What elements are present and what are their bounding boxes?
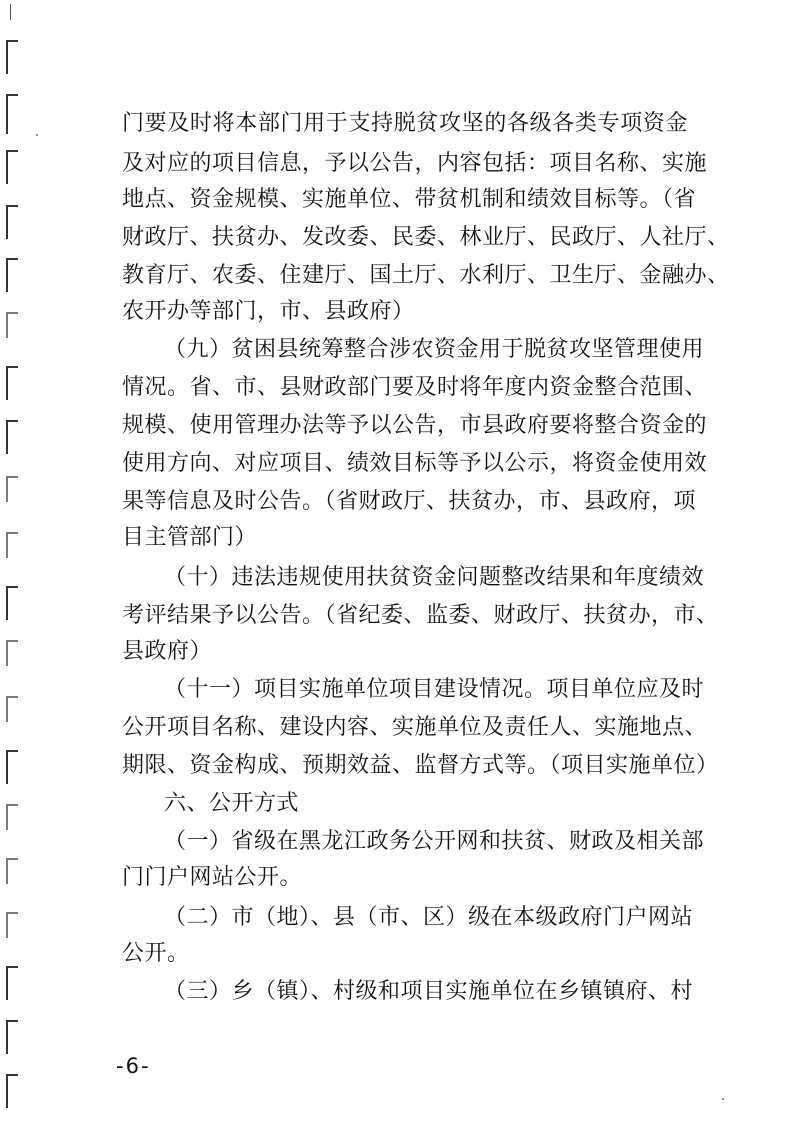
text-line: 农开办等部门，市、县政府）: [122, 299, 415, 324]
text-line: 公开。: [122, 941, 190, 966]
binding-mark: [6, 640, 18, 666]
text-line: 使用方向、对应项目、绩效目标等予以公示，将资金使用效: [122, 451, 708, 476]
binding-tick: [10, 4, 11, 20]
binding-mark: [6, 258, 18, 292]
text-line: 地点、资金规模、实施单位、带贫机制和绩效目标等。（省: [122, 187, 697, 212]
binding-mark: [6, 205, 18, 239]
binding-mark: [6, 1020, 18, 1054]
binding-mark: [6, 40, 18, 74]
binding-mark: [6, 476, 18, 502]
text-line: 考评结果予以公告。（省纪委、监委、财政厅、扶贫办，市、: [122, 603, 719, 628]
text-line: 财政厅、扶贫办、发改委、民委、林业厅、民政厅、人社厅、: [122, 225, 730, 250]
binding-mark: [6, 804, 18, 830]
binding-mark: [6, 696, 18, 722]
page-number: -6-: [116, 1054, 151, 1078]
text-line: 果等信息及时公告。（省财政厅、扶贫办，市、县政府，项: [122, 489, 697, 514]
text-line: （十）违法违规使用扶贫资金问题整改结果和年度绩效: [164, 565, 705, 590]
binding-mark: [6, 1074, 18, 1108]
text-line: 教育厅、农委、住建厅、国土厅、水利厅、卫生厅、金融办、: [122, 263, 730, 288]
text-line: （二）市（地）、县（市、区）级在本级政府门户网站: [164, 905, 694, 930]
binding-mark: [6, 366, 18, 400]
binding-mark: [6, 586, 18, 620]
binding-mark: [6, 420, 18, 454]
text-line: 门要及时将本部门用于支持脱贫攻坚的各级各类专项资金: [122, 111, 688, 136]
section-heading: 六、公开方式: [164, 791, 300, 816]
text-line: （十一）项目实施单位项目建设情况。项目单位应及时: [164, 677, 705, 702]
binding-mark: [6, 858, 18, 884]
text-line: （九）贫困县统筹整合涉农资金用于脱贫攻坚管理使用: [164, 337, 705, 362]
text-line: 县政府）: [122, 639, 213, 664]
text-line: 情况。省、市、县财政部门要及时将年度内资金整合范围、: [122, 375, 708, 400]
text-line: 及对应的项目信息，予以公告，内容包括：项目名称、实施: [122, 151, 708, 176]
text-line: 公开项目名称、建设内容、实施单位及责任人、实施地点、: [122, 715, 708, 740]
scan-speck: [722, 1098, 724, 1100]
binding-mark: [6, 150, 18, 184]
text-line: 期限、资金构成、预期效益、监督方式等。（项目实施单位）: [122, 753, 719, 778]
binding-mark: [6, 532, 18, 558]
text-line: 规模、使用管理办法等予以公告，市县政府要将整合资金的: [122, 413, 708, 438]
scan-speck: [36, 134, 38, 136]
binding-mark: [6, 966, 18, 1000]
binding-mark: [6, 312, 18, 338]
binding-mark: [6, 750, 18, 784]
binding-mark: [6, 912, 18, 938]
text-line: 目主管部门）: [122, 525, 258, 550]
text-line: （一）省级在黑龙江政务公开网和扶贫、财政及相关部: [164, 829, 705, 854]
binding-mark: [6, 94, 18, 134]
text-line: （三）乡（镇）、村级和项目实施单位在乡镇镇府、村: [164, 979, 694, 1004]
text-line: 门门户网站公开。: [122, 865, 303, 890]
